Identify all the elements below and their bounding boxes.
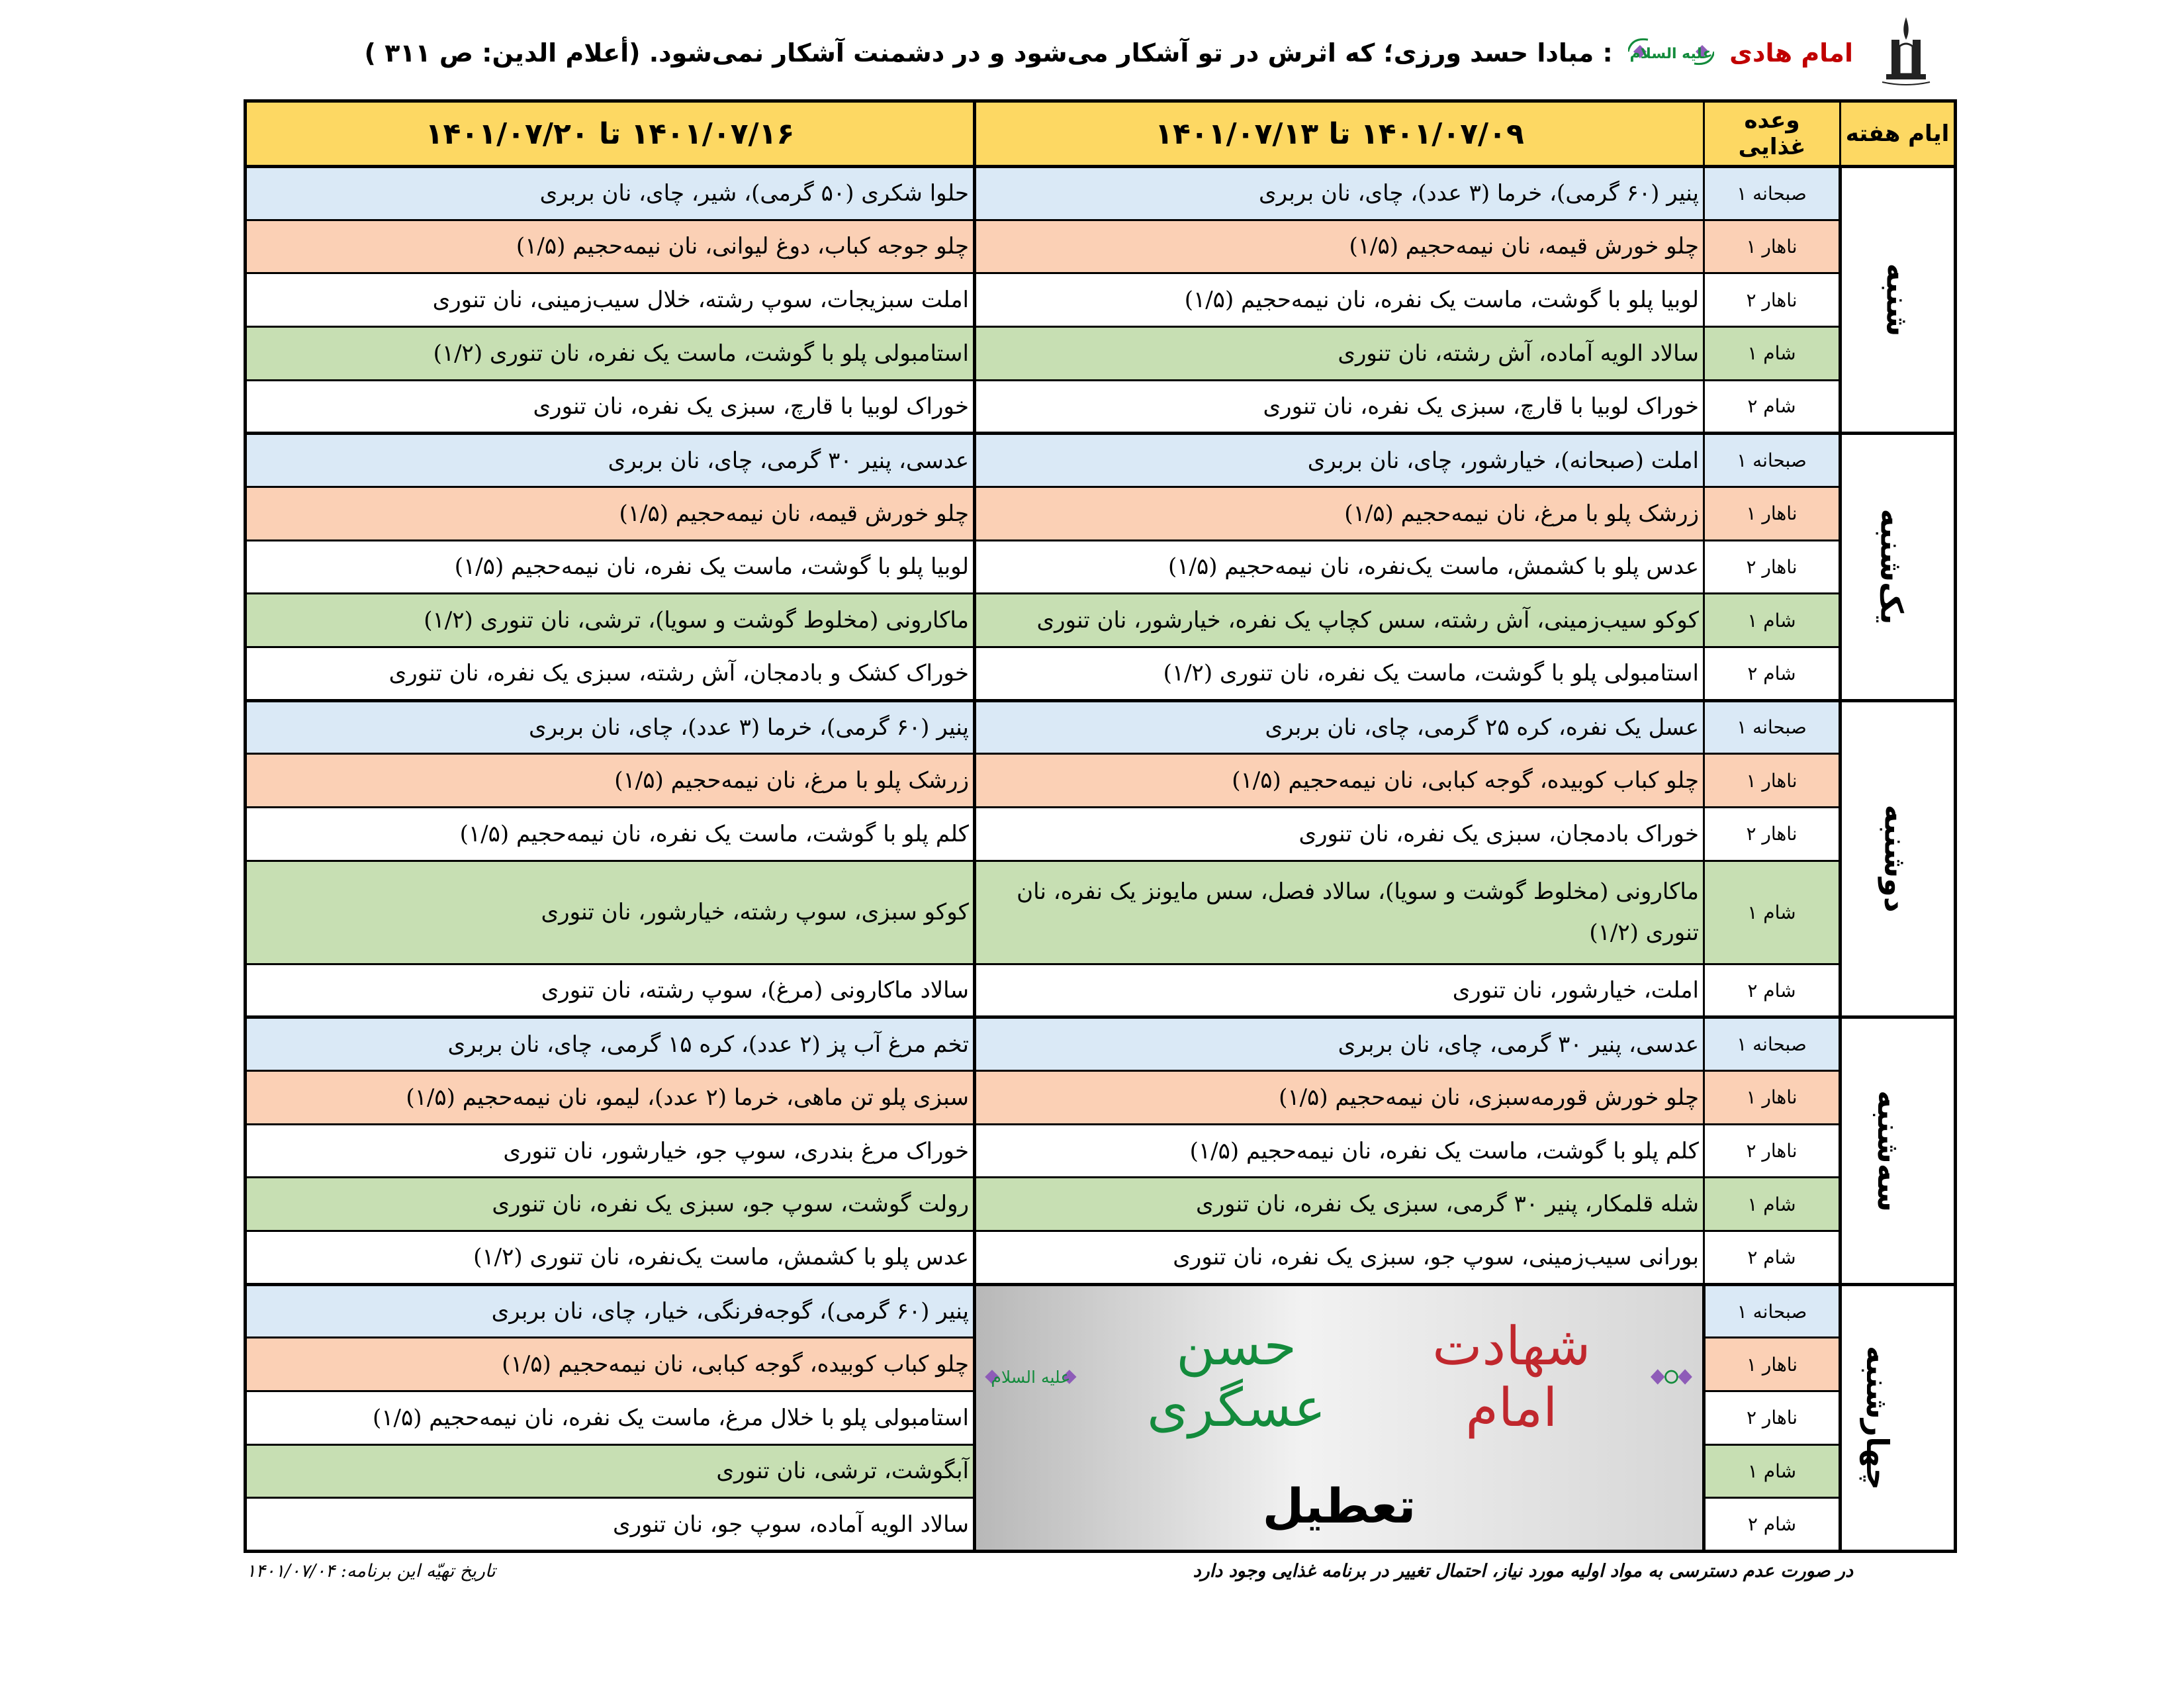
food-cell: کوکو سیب‌زمینی، آش رشته، سس کچاپ یک نفره، خیارشور، نان تنوری — [975, 594, 1704, 647]
holiday-label: تعطیل — [1262, 1477, 1416, 1534]
meal-cell: شام ۲ — [1704, 1231, 1841, 1285]
table-row — [246, 434, 1956, 487]
food-cell: سالاد الویه آماده، سوپ جو، نان تنوری — [246, 1498, 975, 1552]
food-cell: ماکارونی (مخلوط گوشت و سویا)، ترشی، نان تنوری (۱/۲) — [246, 594, 975, 647]
meal-cell: صبحانه ۱ — [1704, 167, 1841, 220]
table-row — [246, 1017, 1956, 1071]
holiday-title-b: حسن عسگری — [1147, 1315, 1326, 1438]
food-cell: حلوا شکری (۵۰ گرمی)، شیر، چای، نان بربری — [246, 167, 975, 220]
food-cell: استامبولی پلو با خلال مرغ، ماست یک نفره، نان نیمه‌حجیم (۱/۵) — [246, 1391, 975, 1444]
food-cell: ماکارونی (مخلوط گوشت و سویا)، سالاد فصل، سس مایونز یک نفره، نان تنوری (۱/۲) — [975, 861, 1704, 964]
food-cell: استامبولی پلو با گوشت، ماست یک نفره، نان تنوری (۱/۲) — [975, 647, 1704, 700]
table-row — [246, 487, 1956, 540]
food-cell: رولت گوشت، سوپ جو، سبزی یک نفره، نان تنوری — [246, 1178, 975, 1231]
meal-cell: ناهار ۱ — [1704, 1071, 1841, 1125]
meal-cell: ناهار ۲ — [1704, 273, 1841, 327]
food-cell: بورانی سیب‌زمینی، سوپ جو، سبزی یک نفره، نان تنوری — [975, 1231, 1704, 1285]
meal-cell: صبحانه ۱ — [1704, 1284, 1841, 1338]
meal-cell: ناهار ۱ — [1704, 1338, 1841, 1391]
table-row — [246, 380, 1956, 434]
food-cell: شله قلمکار، پنیر ۳۰ گرمی، سبزی یک نفره، نان تنوری — [975, 1178, 1704, 1231]
holiday-title — [980, 1315, 1698, 1438]
header-day: ایام هفته — [1841, 101, 1956, 167]
day-label: سه‌شنبه — [1871, 1090, 1907, 1212]
food-cell: خوراک بادمجان، سبزی یک نفره، نان تنوری — [975, 807, 1704, 861]
header-week2: ۱۴۰۱/۰۷/۱۶ تا ۱۴۰۱/۰۷/۲۰ — [246, 101, 975, 167]
table-row — [246, 167, 1956, 220]
meal-cell: شام ۱ — [1704, 1444, 1841, 1498]
day-cell — [1841, 167, 1956, 434]
day-cell — [1841, 700, 1956, 1017]
holiday-seal-text: علیه السلام — [991, 1367, 1071, 1387]
food-cell: املت سبزیجات، سوپ رشته، خلال سیب‌زمینی، نان تنوری — [246, 273, 975, 327]
table-row — [246, 754, 1956, 808]
food-cell: عدس پلو با کشمش، ماست یک‌نفره، نان تنوری (۱/۲) — [246, 1231, 975, 1285]
meal-cell: شام ۱ — [1704, 1178, 1841, 1231]
table-row — [246, 220, 1956, 273]
table-row — [246, 1178, 1956, 1231]
food-cell: پنیر (۶۰ گرمی)، خرما (۳ عدد)، چای، نان بربری — [246, 700, 975, 754]
salutation-seal-icon — [980, 1350, 1081, 1403]
food-cell: چلو جوجه کباب، دوغ لیوانی، نان نیمه‌حجیم (۱/۵) — [246, 220, 975, 273]
day-label: دوشنبه — [1878, 805, 1914, 913]
food-cell: کوکو سبزی، سوپ رشته، خیارشور، نان تنوری — [246, 861, 975, 964]
holiday-cell — [975, 1284, 1704, 1551]
ornament-icon — [1645, 1354, 1698, 1400]
day-cell — [1841, 1017, 1956, 1284]
food-cell: عدسی، پنیر ۳۰ گرمی، چای، نان بربری — [246, 434, 975, 487]
meal-schedule-table — [244, 99, 1957, 1553]
meal-cell: ناهار ۱ — [1704, 487, 1841, 540]
food-cell: خوراک کشک و بادمجان، آش رشته، سبزی یک نفره، نان تنوری — [246, 647, 975, 700]
meal-cell: صبحانه ۱ — [1704, 700, 1841, 754]
food-cell: پنیر (۶۰ گرمی)، خرما (۳ عدد)، چای، نان بربری — [975, 167, 1704, 220]
table-row — [246, 964, 1956, 1017]
meal-cell: شام ۲ — [1704, 964, 1841, 1017]
food-cell: استامبولی پلو با گوشت، ماست یک نفره، نان تنوری (۱/۲) — [246, 326, 975, 380]
food-cell: خوراک مرغ بندری، سوپ جو، خیارشور، نان تنوری — [246, 1124, 975, 1178]
meal-cell: شام ۱ — [1704, 326, 1841, 380]
meal-cell: صبحانه ۱ — [1704, 1017, 1841, 1071]
food-cell: کلم پلو با گوشت، ماست یک نفره، نان نیمه‌حجیم (۱/۵) — [246, 807, 975, 861]
meal-cell: شام ۱ — [1704, 594, 1841, 647]
hadith-quote — [365, 32, 1854, 77]
header-meal: وعده غذایی — [1704, 101, 1841, 167]
table-row — [246, 700, 1956, 754]
table-row — [246, 807, 1956, 861]
food-cell: آبگوشت، ترشی، نان تنوری — [246, 1444, 975, 1498]
food-cell: خوراک لوبیا با قارچ، سبزی یک نفره، نان تنوری — [975, 380, 1704, 434]
table-row — [246, 1124, 1956, 1178]
day-label: چهارشنبه — [1860, 1345, 1896, 1490]
day-label: یک‌شنبه — [1874, 508, 1910, 625]
meal-cell: شام ۲ — [1704, 380, 1841, 434]
food-cell: لوبیا پلو با گوشت، ماست یک نفره، نان نیمه‌حجیم (۱/۵) — [246, 540, 975, 594]
page-header — [238, 13, 1946, 86]
holiday-title-a: شهادت امام — [1432, 1315, 1591, 1438]
seal-text: علیه السلام — [1629, 46, 1713, 62]
food-cell: چلو کباب کوبیده، گوجه کبابی، نان نیمه‌حجیم (۱/۵) — [975, 754, 1704, 808]
table-header-row — [246, 101, 1956, 167]
food-cell: املت، خیارشور، نان تنوری — [975, 964, 1704, 1017]
table-row — [246, 273, 1956, 327]
table-row — [246, 1071, 1956, 1125]
food-cell: لوبیا پلو با گوشت، ماست یک نفره، نان نیمه‌حجیم (۱/۵) — [975, 273, 1704, 327]
day-cell — [1841, 434, 1956, 700]
meal-cell: ناهار ۱ — [1704, 754, 1841, 808]
food-cell: چلو کباب کوبیده، گوجه کبابی، نان نیمه‌حجیم (۱/۵) — [246, 1338, 975, 1391]
meal-cell: ناهار ۱ — [1704, 220, 1841, 273]
table-row — [246, 861, 1956, 964]
salutation-seal-icon — [1628, 32, 1714, 77]
footer-note: در صورت عدم دسترسی به مواد اولیه مورد نیاز، احتمال تغییر در برنامه غذایی وجود دارد — [1193, 1561, 1853, 1581]
food-cell: عدسی، پنیر ۳۰ گرمی، چای، نان بربری — [975, 1017, 1704, 1071]
table-row — [246, 326, 1956, 380]
food-cell: زرشک پلو با مرغ، نان نیمه‌حجیم (۱/۵) — [246, 754, 975, 808]
meal-cell: صبحانه ۱ — [1704, 434, 1841, 487]
meal-cell: ناهار ۲ — [1704, 540, 1841, 594]
header-week1: ۱۴۰۱/۰۷/۰۹ تا ۱۴۰۱/۰۷/۱۳ — [975, 101, 1704, 167]
meal-cell: ناهار ۲ — [1704, 1391, 1841, 1444]
table-row — [246, 540, 1956, 594]
quote-text: : مبادا حسد ورزی؛ که اثرش در تو آشکار می‌شود و در دشمنت آشکار نمی‌شود. (أعلام الدین: ص ۳۱۱ ) — [364, 38, 1613, 68]
food-cell: عسل یک نفره، کره ۲۵ گرمی، چای، نان بربری — [975, 700, 1704, 754]
day-label: شنبه — [1880, 263, 1916, 337]
food-cell: سالاد ماکارونی (مرغ)، سوپ رشته، نان تنوری — [246, 964, 975, 1017]
meal-cell: شام ۲ — [1704, 647, 1841, 700]
table-row — [246, 1231, 1956, 1285]
meal-cell: ناهار ۲ — [1704, 1124, 1841, 1178]
food-cell: سالاد الویه آماده، آش رشته، نان تنوری — [975, 326, 1704, 380]
table-row — [246, 647, 1956, 700]
food-cell: پنیر (۶۰ گرمی)، گوجه‌فرنگی، خیار، چای، نان بربری — [246, 1284, 975, 1338]
food-cell: عدس پلو با کشمش، ماست یک‌نفره، نان نیمه‌حجیم (۱/۵) — [975, 540, 1704, 594]
food-cell: سبزی پلو تن ماهی، خرما (۲ عدد)، لیمو، نان نیمه‌حجیم (۱/۵) — [246, 1071, 975, 1125]
table-row — [246, 594, 1956, 647]
food-cell: زرشک پلو با مرغ، نان نیمه‌حجیم (۱/۵) — [975, 487, 1704, 540]
meal-cell: شام ۲ — [1704, 1498, 1841, 1552]
imam-name: امام هادی — [1729, 38, 1853, 68]
food-cell: چلو خورش قیمه، نان نیمه‌حجیم (۱/۵) — [975, 220, 1704, 273]
food-cell: چلو خورش قورمه‌سبزی، نان نیمه‌حجیم (۱/۵) — [975, 1071, 1704, 1125]
food-cell: کلم پلو با گوشت، ماست یک نفره، نان نیمه‌حجیم (۱/۵) — [975, 1124, 1704, 1178]
food-cell: چلو خورش قیمه، نان نیمه‌حجیم (۱/۵) — [246, 487, 975, 540]
meal-cell: شام ۱ — [1704, 861, 1841, 964]
meal-cell: ناهار ۲ — [1704, 807, 1841, 861]
food-cell: خوراک لوبیا با قارچ، سبزی یک نفره، نان تنوری — [246, 380, 975, 434]
food-cell: تخم مرغ آب پز (۲ عدد)، کره ۱۵ گرمی، چای، نان بربری — [246, 1017, 975, 1071]
food-cell: املت (صبحانه)، خیارشور، چای، نان بربری — [975, 434, 1704, 487]
university-logo — [1866, 13, 1946, 86]
prepared-date: تاریخ تهیّه این برنامه: ۱۴۰۱/۰۷/۰۴ — [246, 1561, 496, 1581]
day-cell — [1841, 1284, 1956, 1551]
table-row — [246, 1284, 1956, 1338]
table-body — [246, 167, 1956, 1552]
